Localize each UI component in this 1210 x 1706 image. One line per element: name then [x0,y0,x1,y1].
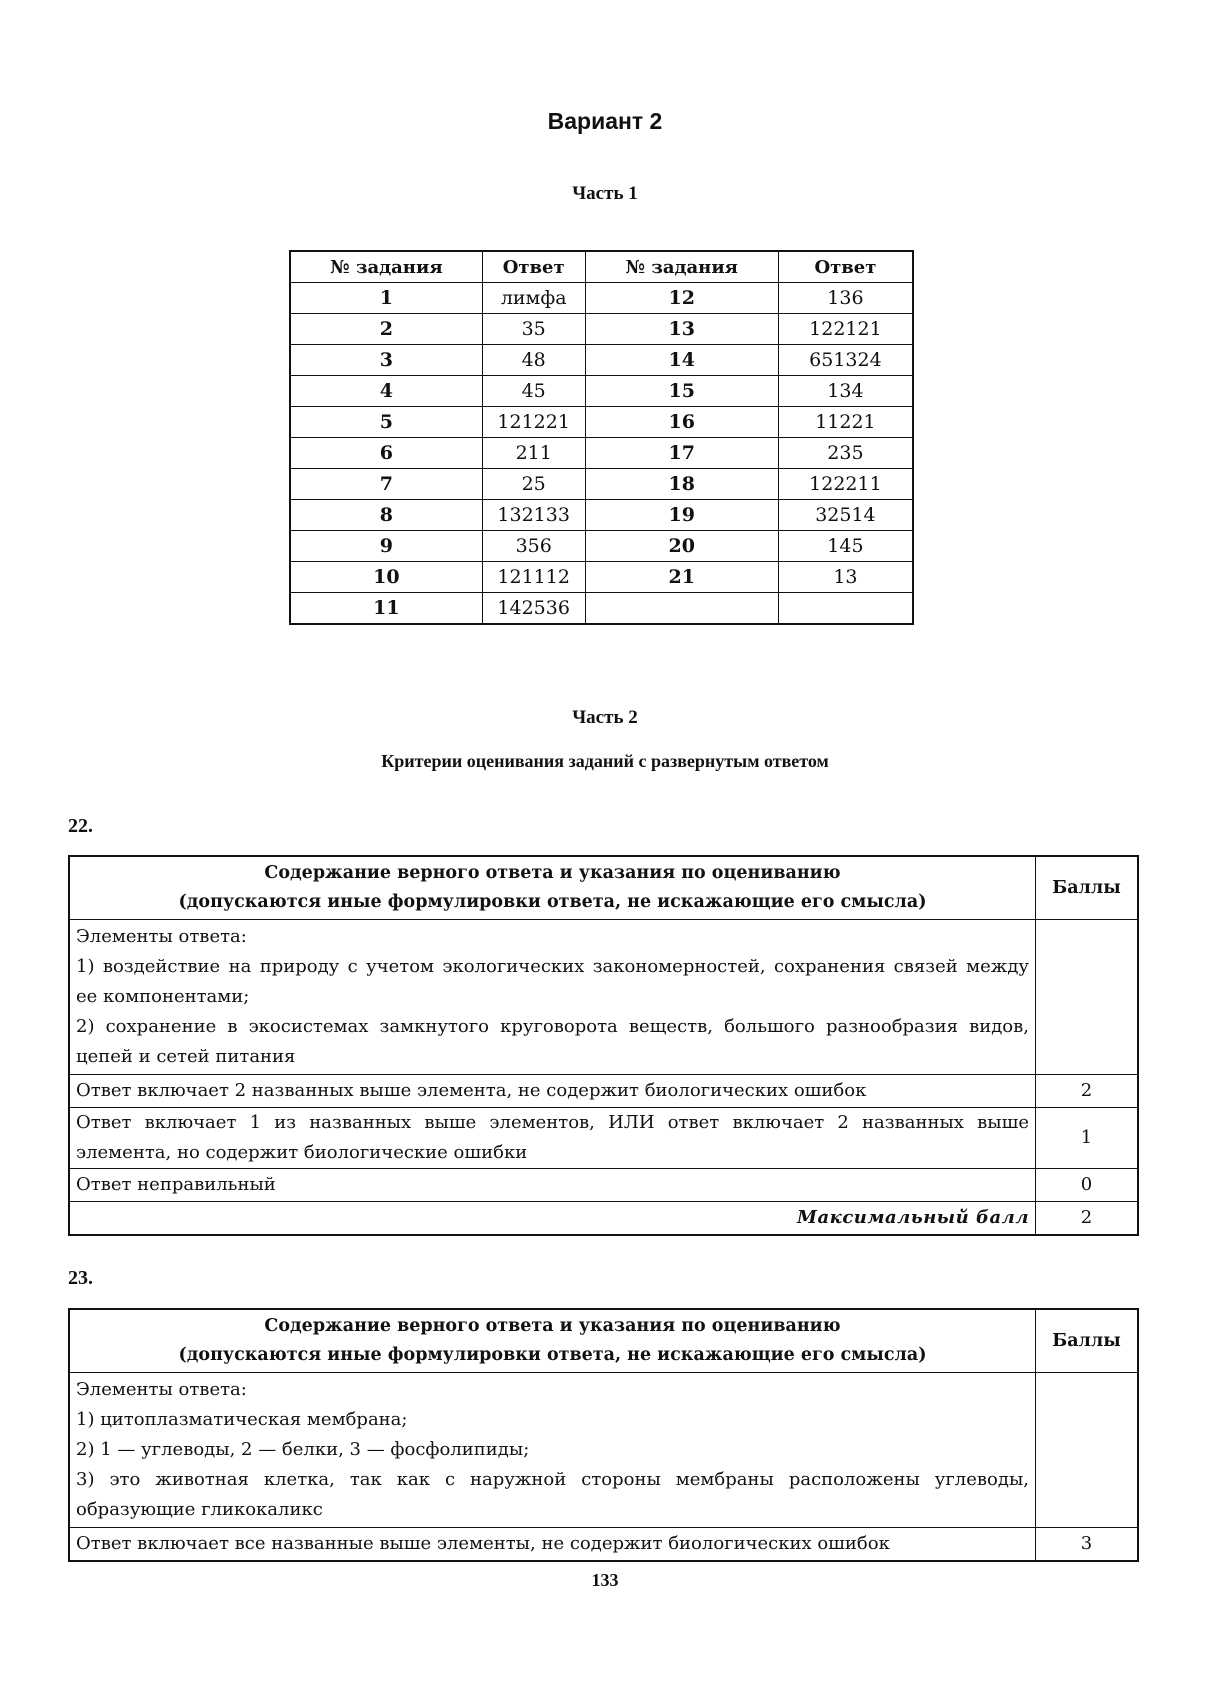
task-number-cell: 3 [290,345,482,376]
answer-cell: 211 [482,438,585,469]
answer-cell: 235 [778,438,913,469]
answer-element: 3) это животная клетка, так как с наружной стороны мембраны расположены углеводы, образующие гликокаликс [76,1469,1029,1520]
task-number-cell: 10 [290,562,482,593]
answer-cell: 25 [482,469,585,500]
criteria-points: 3 [1036,1528,1139,1562]
answer-element: 2) сохранение в экосистемах замкнутого круговорота веществ, большого разнообразия видов, цепей и сетей питания [76,1016,1029,1067]
elements-label: Элементы ответа: [76,1379,247,1400]
criteria-row [69,1528,1138,1562]
criteria-points: 1 [1036,1108,1139,1169]
answer-cell: 13 [778,562,913,593]
task-number-cell: 7 [290,469,482,500]
part2-heading: Часть 2 [572,707,638,728]
points-header: Баллы [1036,1309,1139,1373]
answer-cell [778,593,913,625]
answers-table-row [290,438,913,469]
answer-cell: 136 [778,283,913,314]
answer-cell: 651324 [778,345,913,376]
column-header-answer: Ответ [778,251,913,283]
answers-table-row [290,562,913,593]
answers-table [289,250,914,625]
task-number-cell: 15 [585,376,778,407]
elements-label: Элементы ответа: [76,926,247,947]
column-header-answer: Ответ [482,251,585,283]
answer-cell: 35 [482,314,585,345]
task-number-cell: 4 [290,376,482,407]
task-number-cell: 12 [585,283,778,314]
criteria-text: Ответ неправильный [69,1169,1036,1202]
column-header-task-number: № задания [290,251,482,283]
answers-table-row [290,283,913,314]
page-number: 133 [591,1570,619,1590]
column-header-task-number: № задания [585,251,778,283]
answer-cell: 45 [482,376,585,407]
header-line-1: Содержание верного ответа и указания по оцениванию [264,1316,841,1336]
criteria-points: 2 [1036,1075,1139,1108]
task-number-cell: 18 [585,469,778,500]
task-number-cell: 21 [585,562,778,593]
answer-cell: 134 [778,376,913,407]
page-title: Вариант 2 [547,108,663,134]
criteria-text: Ответ включает 1 из названных выше элементов, ИЛИ ответ включает 2 названных выше элемента, но содержит биологические ошибки [69,1108,1036,1169]
answers-table-row [290,407,913,438]
answer-cell: 32514 [778,500,913,531]
criteria-row [69,1108,1138,1169]
criteria-row [69,1075,1138,1108]
task-number-cell: 11 [290,593,482,625]
task-number-cell: 5 [290,407,482,438]
answer-cell: 121112 [482,562,585,593]
task-number-cell: 16 [585,407,778,438]
points-header: Баллы [1036,856,1139,920]
answer-cell: 356 [482,531,585,562]
max-score-row [69,1202,1138,1236]
answers-table-row [290,345,913,376]
part1-heading: Часть 1 [572,183,638,204]
header-line-1: Содержание верного ответа и указания по оцениванию [264,863,841,883]
answers-table-header [290,251,913,283]
task22-criteria-table [68,855,1139,1236]
header-line-2: (допускаются иные формулировки ответа, не искажающие его смысла) [178,892,927,912]
criteria-text: Ответ включает 2 названных выше элемента, не содержит биологических ошибок [69,1075,1036,1108]
task-number-cell: 2 [290,314,482,345]
task-number-cell: 20 [585,531,778,562]
answers-table-row [290,314,913,345]
task-number-cell: 14 [585,345,778,376]
task-number-cell: 13 [585,314,778,345]
answer-element: 2) 1 — углеводы, 2 — белки, 3 — фосфолипиды; [76,1439,530,1460]
answers-table-row [290,376,913,407]
task23-number: 23. [68,1267,93,1289]
task23-criteria-table [68,1308,1139,1562]
criteria-table-header [69,1309,1138,1373]
max-score-value: 2 [1036,1202,1139,1236]
answer-cell: 145 [778,531,913,562]
criteria-points: 0 [1036,1169,1139,1202]
answer-element: 1) цитоплазматическая мембрана; [76,1409,408,1430]
points-cell-empty [1036,920,1139,1075]
answers-table-row [290,500,913,531]
answer-cell: 132133 [482,500,585,531]
max-score-label: Максимальный балл [69,1202,1036,1236]
answer-cell: 122211 [778,469,913,500]
answer-elements-row [69,920,1138,1075]
header-line-2: (допускаются иные формулировки ответа, не искажающие его смысла) [178,1345,927,1365]
answer-cell: лимфа [482,283,585,314]
points-cell-empty [1036,1373,1139,1528]
task-number-cell: 6 [290,438,482,469]
task-number-cell: 19 [585,500,778,531]
task22-number: 22. [68,815,93,837]
answer-cell: 48 [482,345,585,376]
answer-cell: 142536 [482,593,585,625]
answer-cell: 11221 [778,407,913,438]
task-number-cell: 17 [585,438,778,469]
answers-table-row [290,531,913,562]
answer-cell: 121221 [482,407,585,438]
criteria-row [69,1169,1138,1202]
answer-cell: 122121 [778,314,913,345]
task-number-cell: 8 [290,500,482,531]
criteria-table-header [69,856,1138,920]
answer-element: 1) воздействие на природу с учетом экологических закономерностей, сохранения связей между ее компонентами; [76,956,1029,1007]
task-number-cell: 1 [290,283,482,314]
answer-elements-row [69,1373,1138,1528]
part2-subheading: Критерии оценивания заданий с развернутым ответом [381,751,829,771]
task-number-cell [585,593,778,625]
answers-table-row [290,593,913,625]
criteria-text: Ответ включает все названные выше элементы, не содержит биологических ошибок [69,1528,1036,1562]
answers-table-row [290,469,913,500]
task-number-cell: 9 [290,531,482,562]
content-header [69,856,1036,920]
content-header [69,1309,1036,1373]
